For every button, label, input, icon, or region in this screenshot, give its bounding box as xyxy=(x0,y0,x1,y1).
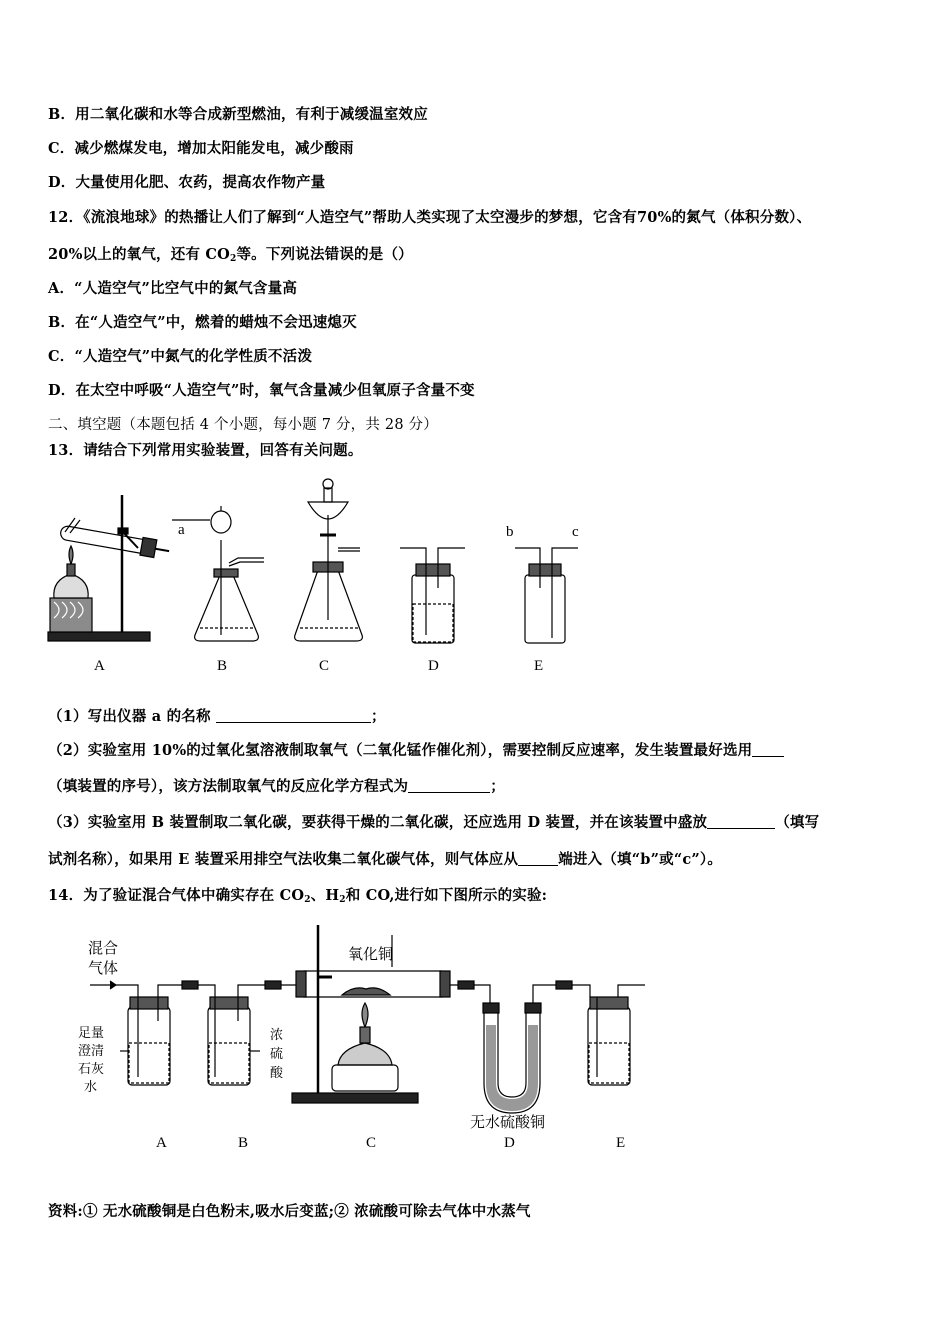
q14-bottle-e xyxy=(588,985,645,1085)
q14-stem-part2: 、H xyxy=(310,887,340,904)
apparatus-a xyxy=(48,495,171,641)
q12-stem-line1: 12．《流浪地球》的热播让人们了解到“人造空气”帮助人类实现了太空漫步的梦想，它含有70%的氮气（体积分数）、 xyxy=(48,209,812,226)
q13-label-a: A xyxy=(94,658,105,674)
q13-part3-blank2 xyxy=(518,851,558,866)
q13-part2-end: ； xyxy=(490,778,505,795)
q12-stem-part1: 20%以上的氧气，还有 CO xyxy=(48,246,230,263)
q13-label-instrument-a: a xyxy=(178,522,185,538)
q13-stem: 13．请结合下列常用实验装置，回答有关问题。 xyxy=(48,442,363,459)
q13-label-e: E xyxy=(534,658,544,674)
q13-part2-blank1 xyxy=(752,742,784,757)
q13-part3-text2: （填写 xyxy=(775,814,820,831)
q14-h2-subscript: 2 xyxy=(339,895,346,905)
q14-label-limewater-2: 澄清 xyxy=(78,1044,105,1059)
q13-part1-blank xyxy=(216,708,371,723)
apparatus-d xyxy=(400,548,465,643)
q14-label-mixed-gas-2: 气体 xyxy=(88,959,119,977)
q14-label-acid-1: 浓 xyxy=(270,1028,284,1043)
q13-part3-blank1 xyxy=(707,814,775,829)
q14-label-copper-oxide: 氧化铜 xyxy=(348,945,394,963)
q14-bottle-b xyxy=(208,997,260,1085)
q14-label-anhydrous-cuso4: 无水硫酸铜 xyxy=(470,1113,546,1131)
q11-option-c: C．减少燃煤发电，增加太阳能发电，减少酸雨 xyxy=(48,140,354,157)
q13-label-c: C xyxy=(319,658,330,674)
q13-part3-text: （3）实验室用 B 装置制取二氧化碳，要获得干燥的二氧化碳，还应选用 D 装置，并在该装置中盛放 xyxy=(48,814,708,831)
q14-apparatus-figure xyxy=(70,915,670,1160)
q14-stem xyxy=(48,884,547,905)
q14-label-b: B xyxy=(238,1135,249,1151)
q13-part3-end: 端进入（填“b”或“c”）。 xyxy=(558,851,723,868)
q14-stem-part3: 和 CO,进行如下图所示的实验: xyxy=(345,887,548,904)
q12-option-a: A．“人造空气”比空气中的氮气含量高 xyxy=(48,280,298,297)
q11-option-b: B．用二氧化碳和水等合成新型燃油，有利于减缓温室效应 xyxy=(48,106,428,123)
q14-label-limewater-3: 石灰 xyxy=(78,1062,105,1077)
q14-label-c: C xyxy=(366,1135,377,1151)
q14-label-limewater-4: 水 xyxy=(84,1080,98,1095)
apparatus-c xyxy=(295,479,363,641)
q13-part2-line1 xyxy=(48,739,784,760)
q14-label-a: A xyxy=(156,1135,167,1151)
q13-part3-text3: 试剂名称），如果用 E 装置采用排空气法收集二氧化碳气体，则气体应从 xyxy=(48,851,519,868)
q13-part3-line2 xyxy=(48,848,722,869)
q13-part2-blank2 xyxy=(408,778,490,793)
q13-part1 xyxy=(48,705,386,726)
q12-stem-line2 xyxy=(48,243,413,264)
q13-label-d: D xyxy=(428,658,439,674)
q13-part2-text2: （填装置的序号），该方法制取氧气的反应化学方程式为 xyxy=(48,778,409,795)
q13-part2-text: （2）实验室用 10%的过氧化氢溶液制取氧气（二氧化锰作催化剂），需要控制反应速率，发生装置最好选用 xyxy=(48,742,753,759)
q12-co2-subscript: 2 xyxy=(229,254,237,264)
q14-u-tube-d xyxy=(482,981,590,1113)
q14-label-e: E xyxy=(616,1135,626,1151)
q12-option-d: D．在太空中呼吸“人造空气”时，氧气含量减少但氧原子含量不变 xyxy=(48,382,475,399)
q14-label-acid-3: 酸 xyxy=(270,1066,284,1081)
q14-stem-part1: 14．为了验证混合气体中确实存在 CO xyxy=(48,887,305,904)
apparatus-e xyxy=(515,548,578,643)
q12-stem-part2: 等。下列说法错误的是（） xyxy=(236,246,413,263)
q13-part1-text: （1）写出仪器 a 的名称 xyxy=(48,708,211,725)
q13-label-port-c: c xyxy=(572,524,579,540)
q14-bottle-a xyxy=(120,997,170,1085)
q14-label-limewater-1: 足量 xyxy=(78,1026,105,1041)
q13-part3-line1 xyxy=(48,811,819,832)
q12-option-b: B．在“人造空气”中，燃着的蜡烛不会迅速熄灭 xyxy=(48,314,357,331)
q14-label-acid-2: 硫 xyxy=(270,1047,284,1062)
q14-co2-subscript: 2 xyxy=(304,895,311,905)
q13-part1-end: ； xyxy=(370,708,386,725)
apparatus-b xyxy=(172,506,264,641)
q13-label-port-b: b xyxy=(506,524,514,540)
q13-part2-line2 xyxy=(48,775,505,796)
q13-apparatus-svg xyxy=(40,470,600,680)
q14-label-mixed-gas-1: 混合 xyxy=(88,939,119,957)
q14-reference-note: 资料:① 无水硫酸铜是白色粉末,吸水后变蓝;② 浓硫酸可除去气体中水蒸气 xyxy=(48,1203,531,1220)
section2-title: 二、填空题（本题包括 4 个小题，每小题 7 分，共 28 分） xyxy=(48,417,438,433)
q12-option-c: C．“人造空气”中氮气的化学性质不活泼 xyxy=(48,348,313,365)
q14-apparatus-svg xyxy=(70,915,670,1160)
q13-apparatus-figure xyxy=(40,470,600,680)
q13-label-b: B xyxy=(217,658,228,674)
q11-option-d: D．大量使用化肥、农药，提高农作物产量 xyxy=(48,174,326,191)
q14-label-d: D xyxy=(504,1135,515,1151)
